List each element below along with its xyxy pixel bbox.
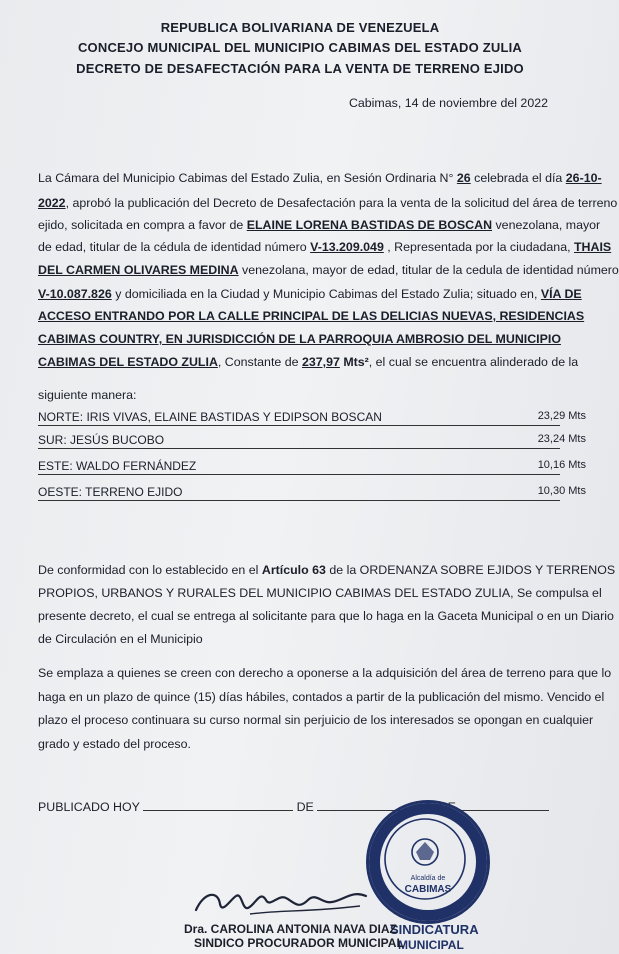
boundary-measure: 10,16 Mts — [537, 459, 586, 471]
para2-line1: De conformidad con lo establecido en el Artículo 63 de la ORDENANZA SOBRE EJIDOS Y TERRENOS — [38, 563, 616, 577]
para2-line2: PROPIOS, URBANOS Y RURALES DEL MUNICIPIO CABIMAS DEL ESTADO ZULIA, Se compulsa el — [38, 586, 602, 600]
para1-line4: de edad, titular de la cédula de identidad número V-13.209.049 , Representada por la ciudadana, THAIS — [38, 240, 612, 254]
boundary-measure: 23,24 Mts — [537, 433, 586, 445]
para2-line4: de Circulación en el Municipio — [38, 632, 203, 646]
para1-line9: CABIMAS DEL ESTADO ZULIA, Constante de 237,97 Mts², el cual se encuentra alinderado de la — [38, 355, 579, 369]
seal-center-1: Alcaldía de — [410, 875, 446, 882]
location-line-2: CABIMAS COUNTRY, EN JURISDICCIÓN DE LA PARROQUIA AMBROSIO DEL MUNICIPIO — [38, 332, 561, 346]
boundary-north: NORTE: IRIS VIVAS, ELAINE BASTIDAS Y EDIPSON BOSCAN 23,29 Mts — [38, 410, 586, 424]
header-line-3: DECRETO DE DESAFECTACIÓN PARA LA VENTA DE TERRENO EJIDO — [76, 61, 524, 76]
para2-line3: presente decreto, el cual se entrega al solicitante para que lo haga en la Gaceta Municipal o en un Diario — [38, 609, 614, 623]
date-line: Cabimas, 14 de noviembre del 2022 — [348, 96, 548, 110]
buyer-name: ELAINE LORENA BASTIDAS DE BOSCAN — [246, 218, 493, 232]
boundary-south: SUR: JESÚS BUCOBO 23,24 Mts — [38, 433, 586, 447]
para1-line1: La Cámara del Municipio Cabimas del Estado Zulia, en Sesión Ordinaria N° 26 celebrada el día 26-10- — [38, 171, 602, 185]
buyer-id: V-13.209.049 — [310, 240, 384, 254]
header-line-1: REPUBLICA BOLIVARIANA DE VENEZUELA — [160, 20, 440, 35]
para1-line6: V-10.087.826 y domiciliada en la Ciudad y Municipio Cabimas del Estado Zulia; situado en, VÍA DE — [38, 287, 582, 301]
location-line-1: ACCESO ENTRANDO POR LA CALLE PRINCIPAL DE LAS DELICIAS NUEVAS, RESIDENCIAS — [38, 309, 585, 323]
para3-line2: haga en un plazo de quince (15) días hábiles, contados a partir de la publicación del mismo. Vencido el — [38, 690, 605, 704]
para1-line3: ejido, solicitada en compra a favor de ELAINE LORENA BASTIDAS DE BOSCAN venezolana, mayor — [38, 218, 601, 232]
article-ref: Artículo 63 — [261, 563, 326, 577]
seal-bottom-2: MUNICIPAL — [398, 938, 464, 952]
boundary-west: OESTE: TERRENO EJIDO 10,30 Mts — [38, 485, 586, 499]
session-number: 26 — [456, 171, 471, 185]
publicado-line: PUBLICADO HOY DE DE — [38, 800, 549, 814]
header-line-2: CONCEJO MUNICIPAL DEL MUNICIPIO CABIMAS DEL ESTADO ZULIA — [77, 40, 523, 55]
para3-line1: Se emplaza a quienes se creen con derecho a oponerse a la adquisición del área de terreno para que lo — [38, 666, 612, 680]
para1-line10: siguiente manera: — [38, 388, 137, 402]
boundary-measure: 10,30 Mts — [537, 485, 586, 497]
boundary-measure: 23,29 Mts — [537, 410, 586, 422]
seal-bottom-1: SINDICATURA — [390, 922, 479, 937]
municipal-seal — [366, 800, 490, 924]
seal-center-2: CABIMAS — [404, 884, 452, 895]
session-date: 26-10- — [565, 171, 602, 185]
signatory-title: SINDICO PROCURADOR MUNICIPAL — [194, 936, 404, 950]
boundary-east: ESTE: WALDO FERNÁNDEZ 10,16 Mts — [38, 459, 586, 473]
signatory-name: Dra. CAROLINA ANTONIA NAVA DIAZ — [184, 922, 397, 936]
representative-id: V-10.087.826 — [38, 287, 112, 301]
representative-name: DEL CARMEN OLIVARES MEDINA — [38, 263, 239, 277]
para3-line3: plazo el proceso continuara su curso normal sin perjuicio de los interesados se opongan en cualquier — [38, 713, 594, 727]
para1-line5: DEL CARMEN OLIVARES MEDINA venezolana, mayor de edad, titular de la cedula de identidad número — [38, 263, 619, 277]
area-value: 237,97 — [301, 355, 340, 369]
para1-line2: 2022, aprobó la publicación del Decreto de Desafectación para la venta de la solicitud del área de terreno — [38, 196, 618, 210]
para3-line4: grado y estado del proceso. — [38, 737, 191, 751]
